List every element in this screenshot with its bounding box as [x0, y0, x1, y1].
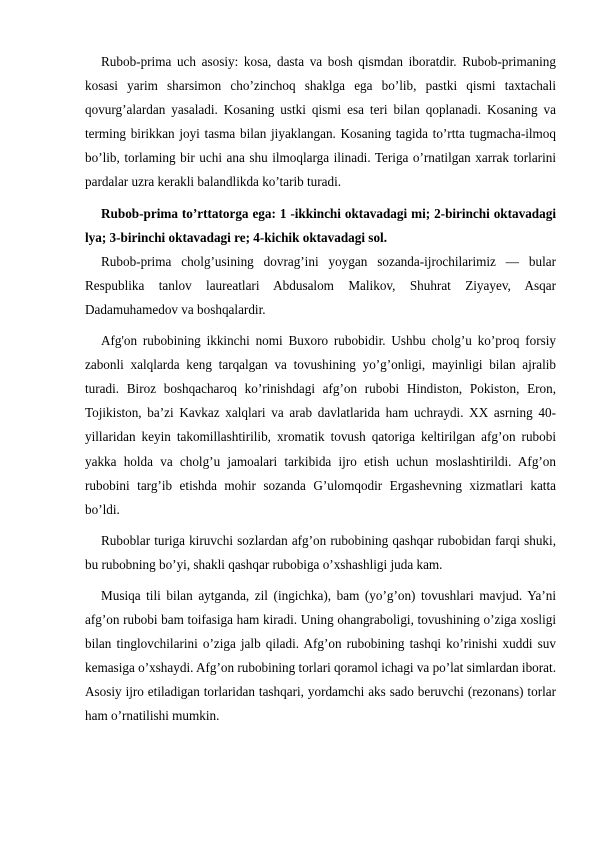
document-page [85, 50, 556, 736]
paragraph-rubob-prima-strings: Rubob-prima to’rttatorga ega: 1 -ikkinchi oktavadagi mi; 2-birinchi oktavadagi lya; 3-birinchi oktavadagi re; 4-kichik oktavadagi sol. [85, 205, 556, 245]
paragraph-afghan-rubob-sound: Musiqa tili bilan aytganda, zil (ingichka), bam (yo’g’on) tovushlari mavjud. Ya’ni afg’on rubobi bam toifasiga ham kiradi. Uning ohangraboligi, tovushining o’ziga xosligi bilan tinglovchilarini o’ziga jalb qiladi. Afg’on rubobining tashqi ko’rinishi xuddi suv kemasiga o’xshaydi. Afg’on rubobining torlari qoramol ichagi va po’lat simlardan iborat. Asosiy ijro etiladigan torlaridan tashqari, yordamchi aks sado beruvchi (rezonans) torlar ham o’rnatilishi mumkin. [85, 587, 556, 724]
paragraph-afghan-rubob-history: Afg'on rubobining ikkinchi nomi Buxoro rubobidir. Ushbu cholg’u ko’proq forsiy zabonli xalqlarda keng tarqalgan va tovushining yo’g’onligi, mayinligi bilan ajralib turadi. Biroz boshqacharoq ko’rinishdagi afg’on rubobi Hindiston, Pokiston, Eron, Tojikiston, ba’zi Kavkaz xalqlari va arab davlatlarida ham uchraydi. XX asrning 40-yillaridan keyin takomillashtirilib, xromatik tovush qatoriga keltirilgan afg’on rubobi yakka holda va cholg’u jamoalari tarkibida ijro etish uchun moslashtirildi. Afg’on rubobini targ’ib etishda mohir sozanda G’ulomqodir Ergashevning xizmatlari katta bo’ldi. [85, 333, 556, 517]
paragraph-afghan-vs-kashgar-rubob: Ruboblar turiga kiruvchi sozlardan afg’on rubobining qashqar rubobidan farqi shuki, bu rubobning bo’yi, shakli qashqar rubobiga o’xshashligi juda kam. [85, 532, 556, 572]
paragraph-rubob-prima-structure: Rubob-prima uch asosiy: kosa, dasta va bosh qismdan iboratdir. Rubob-primaning kosasi yarim sharsimon cho’zinchoq shaklga ega bo’lib, pastki qismi taxtachali qovurg’alardan yasaladi. Kosaning ustki qismi esa teri bilan qoplanadi. Kosaning va terming birikkan joyi tasma bilan jiyaklangan. Kosaning tagida to’rtta tugmacha-ilmoq bo’lib, torlaming bir uchi ana shu ilmoqlarga ilinadi. Teriga o’rnatilgan xarrak torlarini pardalar uzra kerakli balandlikda ko’tarib turadi. [85, 54, 556, 190]
paragraph-rubob-prima-performers: Rubob-prima cholg’usining dovrag’ini yoygan sozanda-ijrochilarimiz — bular Respublika tanlov laureatlari Abdusalom Malikov, Shuhrat Ziyayev, Asqar Dadamuhamedov va boshqalardir. [85, 253, 556, 317]
